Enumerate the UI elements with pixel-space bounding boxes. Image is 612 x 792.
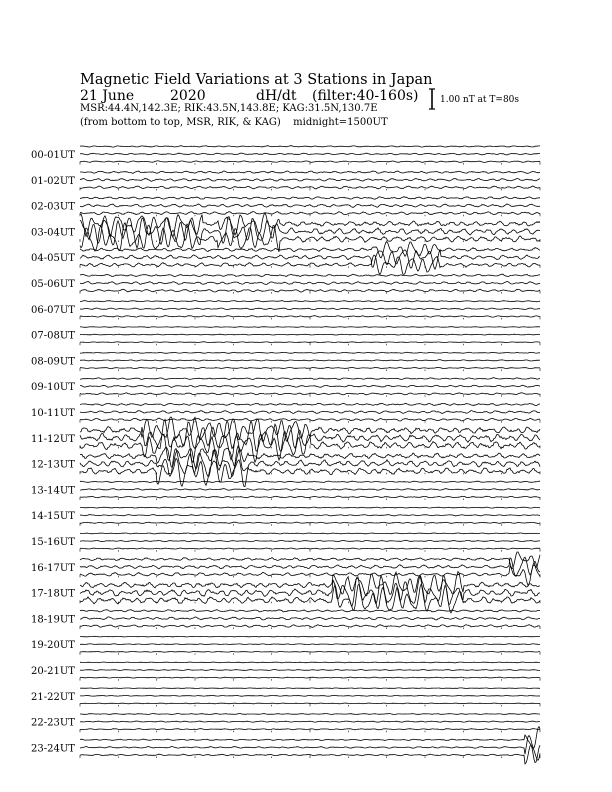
trace-KAG-02-03UT	[80, 197, 540, 200]
midnight-note: midnight=1500UT	[293, 117, 388, 128]
row-label-02-03UT: 02-03UT	[31, 201, 75, 213]
trace-RIK-09-10UT	[80, 385, 540, 387]
trace-KAG-15-16UT	[80, 533, 540, 534]
trace-KAG-05-06UT	[80, 274, 540, 277]
row-label-13-14UT: 13-14UT	[31, 485, 75, 497]
trace-KAG-10-11UT	[80, 403, 540, 405]
trace-RIK-06-07UT	[80, 308, 540, 310]
trace-RIK-19-20UT	[80, 644, 540, 645]
row-label-14-15UT: 14-15UT	[31, 511, 75, 523]
trace-RIK-13-14UT	[80, 489, 540, 491]
trace-RIK-14-15UT	[80, 515, 540, 516]
row-label-22-23UT: 22-23UT	[31, 717, 75, 729]
trace-RIK-00-01UT	[80, 153, 540, 155]
row-label-11-12UT: 11-12UT	[31, 433, 75, 445]
date-day: 21 June	[80, 88, 135, 104]
trace-MSR-23-24UT	[80, 745, 540, 764]
trace-KAG-12-13UT	[80, 447, 540, 469]
row-label-07-08UT: 07-08UT	[31, 330, 75, 342]
row-labels	[31, 150, 75, 754]
trace-KAG-14-15UT	[80, 507, 540, 508]
trace-KAG-20-21UT	[80, 662, 540, 663]
scale-label: 1.00 nT at T=80s	[440, 95, 520, 105]
trace-KAG-08-09UT	[80, 352, 540, 353]
trace-RIK-21-22UT	[80, 695, 540, 696]
trace-MSR-03-04UT	[80, 223, 540, 252]
trace-RIK-22-23UT	[80, 721, 540, 722]
row-label-00-01UT: 00-01UT	[31, 150, 75, 161]
trace-KAG-16-17UT	[80, 552, 540, 569]
trace-KAG-22-23UT	[80, 714, 540, 715]
date-year: 2020	[170, 88, 206, 104]
row-label-23-24UT: 23-24UT	[31, 743, 75, 755]
row-label-08-09UT: 08-09UT	[31, 356, 75, 368]
trace-RIK-10-11UT	[80, 411, 540, 414]
trace-KAG-00-01UT	[80, 146, 540, 147]
stations-line: MSR:44.4N,142.3E; RIK:43.5N,143.8E; KAG:31.5N,130.7E	[80, 103, 378, 114]
row-label-17-18UT: 17-18UT	[31, 588, 75, 600]
trace-KAG-21-22UT	[80, 688, 540, 689]
row-label-16-17UT: 16-17UT	[31, 562, 75, 574]
trace-KAG-06-07UT	[80, 301, 540, 302]
trace-MSR-17-18UT	[80, 584, 540, 613]
trace-KAG-04-05UT	[80, 242, 540, 258]
chart-title: Magnetic Field Variations at 3 Stations in Japan	[80, 72, 433, 88]
trace-KAG-07-08UT	[80, 327, 540, 328]
trace-KAG-01-02UT	[80, 171, 540, 174]
row-label-12-13UT: 12-13UT	[31, 459, 75, 471]
trace-RIK-01-02UT	[80, 178, 540, 181]
trace-RIK-08-09UT	[80, 360, 540, 361]
trace-KAG-09-10UT	[80, 378, 540, 380]
filter-label: (filter:40-160s)	[312, 88, 419, 104]
trace-RIK-07-08UT	[80, 334, 540, 335]
trace-group	[80, 146, 540, 764]
row-label-19-20UT: 19-20UT	[31, 640, 75, 652]
trace-RIK-02-03UT	[80, 204, 540, 208]
row-label-03-04UT: 03-04UT	[31, 227, 75, 239]
row-label-10-11UT: 10-11UT	[31, 408, 75, 419]
trace-RIK-05-06UT	[80, 281, 540, 284]
row-label-06-07UT: 06-07UT	[31, 304, 75, 316]
trace-RIK-03-04UT	[80, 217, 540, 248]
order-note: (from bottom to top, MSR, RIK, & KAG)	[80, 117, 281, 128]
row-label-09-10UT: 09-10UT	[31, 382, 75, 394]
trace-RIK-15-16UT	[80, 540, 540, 541]
row-label-20-21UT: 20-21UT	[31, 666, 75, 677]
row-label-21-22UT: 21-22UT	[31, 691, 75, 703]
trace-KAG-13-14UT	[80, 481, 540, 482]
quantity-label: dH/dt	[256, 88, 297, 104]
row-label-05-06UT: 05-06UT	[31, 279, 75, 290]
row-label-04-05UT: 04-05UT	[31, 253, 75, 265]
trace-KAG-18-19UT	[80, 610, 540, 612]
row-label-01-02UT: 01-02UT	[31, 175, 75, 187]
row-label-18-19UT: 18-19UT	[31, 614, 75, 626]
trace-KAG-19-20UT	[80, 636, 540, 637]
row-label-15-16UT: 15-16UT	[31, 537, 75, 548]
trace-RIK-18-19UT	[80, 617, 540, 620]
trace-RIK-20-21UT	[80, 670, 540, 671]
